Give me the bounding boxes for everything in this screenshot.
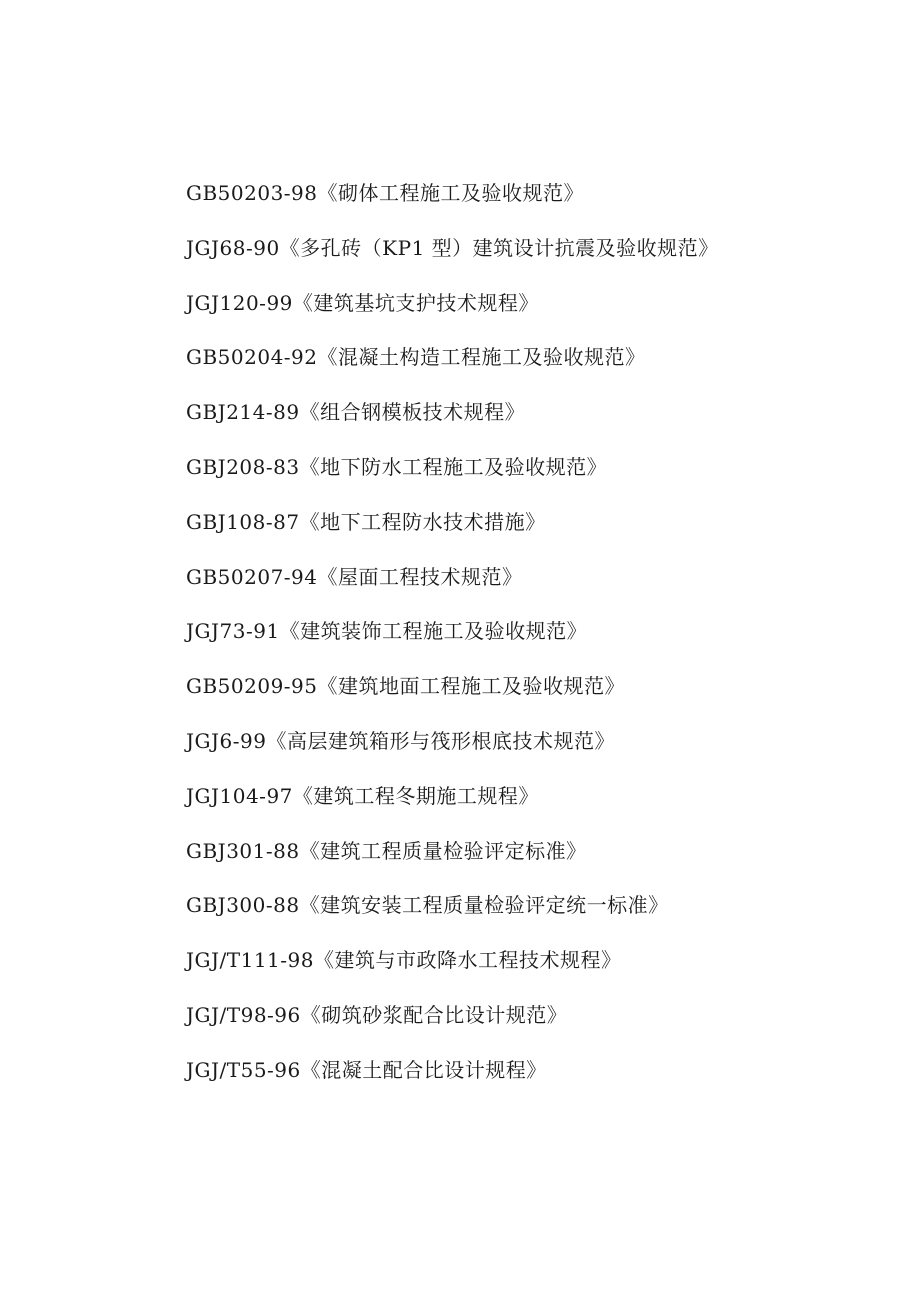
standard-item: GB50207-94《屋面工程技术规范》	[186, 564, 523, 589]
standard-item: GBJ301-88《建筑工程质量检验评定标准》	[186, 838, 587, 863]
standard-item: JGJ73-91《建筑装饰工程施工及验收规范》	[186, 619, 588, 644]
standard-item: GBJ300-88《建筑安装工程质量检验评定统一标准》	[186, 893, 669, 918]
standard-item: JGJ/T98-96《砌筑砂浆配合比设计规范》	[186, 1002, 568, 1027]
standard-item: GB50203-98《砌体工程施工及验收规范》	[186, 181, 585, 205]
standard-item: JGJ/T55-96《混凝土配合比设计规程》	[186, 1057, 547, 1082]
standard-item: JGJ6-99《高层建筑箱形与筏形根底技术规范》	[186, 728, 615, 753]
standard-item: GB50209-95《建筑地面工程施工及验收规范》	[186, 674, 626, 699]
standard-item: JGJ120-99《建筑基坑支护技术规程》	[186, 290, 539, 315]
standard-item: GBJ208-83《地下防水工程施工及验收规范》	[186, 454, 608, 479]
standard-item: GBJ108-87《地下工程防水技术措施》	[186, 509, 546, 534]
standard-item: GB50204-92《混凝土构造工程施工及验收规范》	[186, 345, 646, 370]
standard-item: GBJ214-89《组合钢模板技术规程》	[186, 400, 526, 425]
standard-item: JGJ104-97《建筑工程冬期施工规程》	[186, 783, 539, 808]
standard-item: JGJ/T111-98《建筑与市政降水工程技术规程》	[186, 948, 622, 973]
standards-list	[186, 178, 719, 1110]
standard-item: JGJ68-90《多孔砖（KP1 型）建筑设计抗震及验收规范》	[186, 235, 719, 260]
